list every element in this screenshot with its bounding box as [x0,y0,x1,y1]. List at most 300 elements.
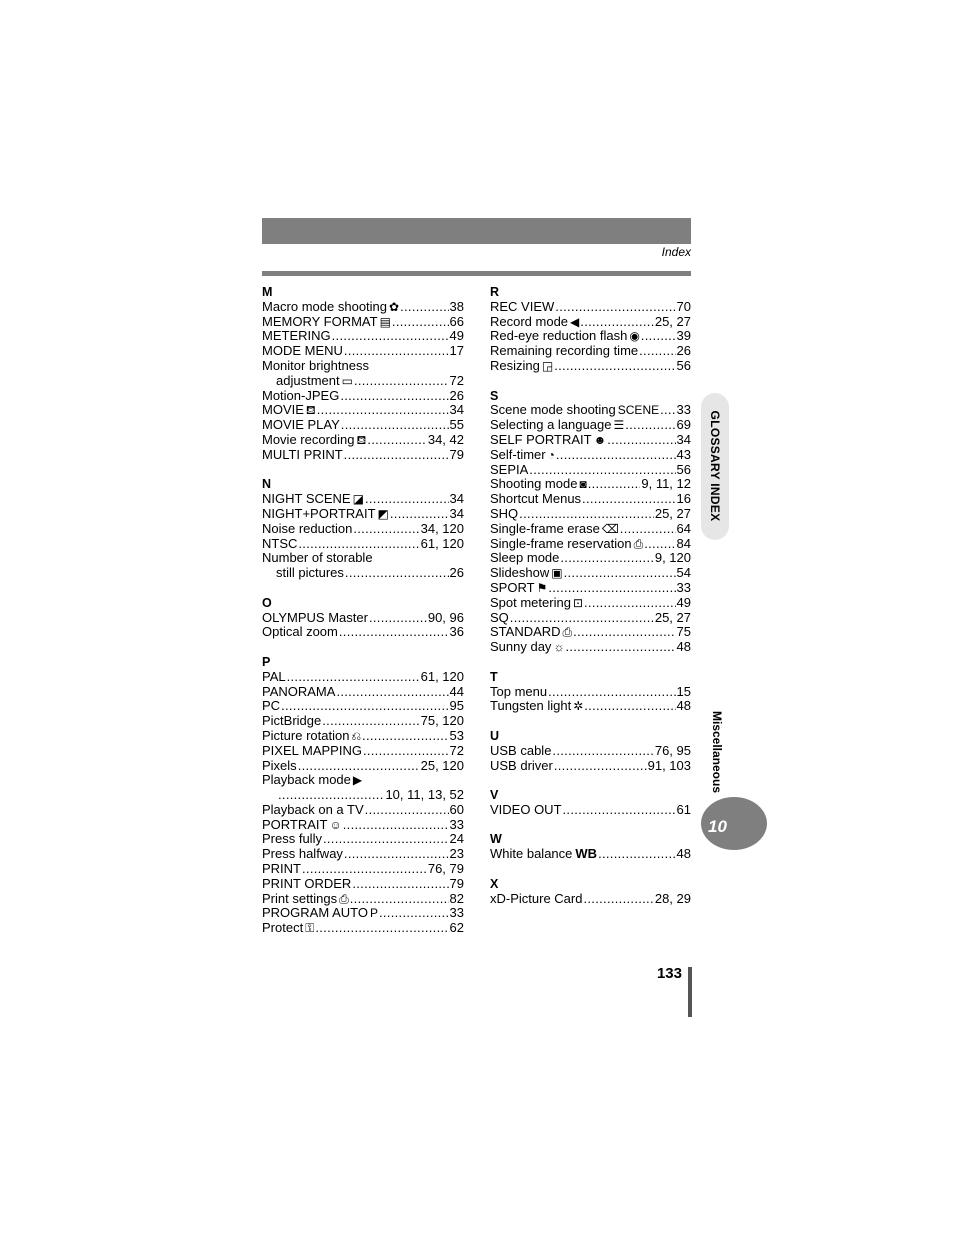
dot-leader [281,699,448,714]
section-letter: X [490,876,499,891]
entry-label: Playback mode [262,772,351,788]
entry-page: 64 [676,520,691,536]
index-entry [262,921,464,936]
entry-label: Picture rotation [262,727,350,743]
entry-page: 61, 120 [420,668,464,684]
entry-page: 38 [449,298,464,314]
entry-label: PIXEL MAPPING [262,742,362,758]
section-letter: V [490,788,499,803]
entry-page: 34 [449,491,464,507]
dot-leader [573,625,675,640]
section-letter: U [490,728,500,743]
entry-page: 75 [676,624,691,640]
index-entry [490,744,691,759]
entry-page: 26 [449,387,464,403]
print-icon: ⎙ [339,891,349,906]
dot-leader [529,463,675,478]
movie-recording-icon: ⛾ [356,432,367,447]
section-letter: O [262,595,272,610]
entry-page: 9, 120 [654,550,691,566]
dot-leader [341,418,449,433]
index-entry [262,418,464,433]
red-eye-icon: ◉ [629,329,640,344]
entry-label: PRINT [262,861,301,877]
page-number: 133 [656,965,682,982]
rotation-icon: ⎌ [351,728,362,743]
section-gap [262,581,464,596]
header-rule [262,271,691,276]
entry-label: Tungsten light [490,698,572,714]
entry-label: SHQ [490,505,519,521]
resize-icon: ◲ [541,358,554,373]
index-entry [262,832,464,847]
entry-label: xD-Picture Card [490,890,583,906]
movie-icon: ⛾ [305,403,316,418]
entry-page: 48 [676,846,691,862]
entry-page: 17 [449,343,464,359]
dot-leader [353,522,419,537]
index-entry [490,315,691,330]
entry-page: 54 [676,565,691,581]
index-entry [262,773,464,788]
record-mode-icon: ◀ [570,314,580,329]
macro-icon: ✿ [389,299,400,314]
entry-page: 25, 27 [654,313,691,329]
dot-leader [563,803,676,818]
entry-label: PRINT ORDER [262,875,352,891]
entry-label: PROGRAM AUTO [262,905,368,921]
index-entry [262,522,464,537]
playback-icon: ▶ [352,773,363,788]
entry-page: 24 [449,831,464,847]
portrait-icon: ☺ [329,817,342,832]
entry-page: 16 [676,491,691,507]
dot-leader [343,818,449,833]
section-gap [490,714,691,729]
section-gap [490,862,691,877]
program-auto-icon: P [369,906,378,921]
erase-icon: ⌫ [601,521,619,536]
entry-label: Top menu [490,683,548,699]
entry-page: 60 [449,801,464,817]
section-gap [490,374,691,389]
entry-page: 25, 27 [654,505,691,521]
entry-page: 95 [449,698,464,714]
night-portrait-icon: ◩ [377,506,389,521]
section-gap [262,463,464,478]
index-entry [262,403,464,418]
entry-label: Remaining recording time [490,343,639,359]
index-entry [490,537,691,552]
index-entry [490,685,691,700]
dot-leader [340,389,448,404]
dot-leader [565,640,675,655]
header-bar [262,218,691,244]
dot-leader [564,566,676,581]
entry-page: 9, 11, 12 [641,476,691,492]
dot-leader [607,433,675,448]
entry-label: Red-eye reduction flash [490,328,628,344]
index-entry [262,892,464,907]
dot-leader [598,847,675,862]
entry-label: MULTI PRINT [262,446,343,462]
entry-page: 84 [676,535,691,551]
dot-leader [552,744,653,759]
entry-page: 48 [676,639,691,655]
entry-page: 39 [676,328,691,344]
section-letter: P [262,654,271,669]
section-letter: W [490,832,502,847]
entry-label: Macro mode shooting [262,298,388,314]
index-entry [262,315,464,330]
entry-page: 15 [676,683,691,699]
entry-page: 61 [676,801,691,817]
spot-metering-icon: ⊡ [572,595,583,610]
entry-page: 34, 120 [420,520,464,536]
dot-leader [363,744,449,759]
entry-page: 34 [676,431,691,447]
dot-leader [369,611,427,626]
entry-page: 49 [676,594,691,610]
entry-label: MODE MENU [262,343,343,359]
dot-leader [584,596,676,611]
index-entry [262,847,464,862]
section-gap [490,655,691,670]
entry-label: Scene mode shooting [490,402,616,418]
camera-icon: ◙ [579,477,587,492]
dot-leader [298,759,420,774]
dot-leader [344,448,449,463]
dot-leader [620,522,676,537]
dot-leader [336,685,448,700]
entry-label: VIDEO OUT [490,801,562,817]
entry-page: 53 [449,727,464,743]
dot-leader [302,862,427,877]
index-entry [262,566,464,581]
index-entry [262,877,464,892]
entry-page: 91, 103 [647,757,691,773]
section-letter: S [490,388,499,403]
entry-page: 34 [449,402,464,418]
entry-page: 34 [449,505,464,521]
index-entry [262,788,464,803]
index-entry [262,389,464,404]
entry-label: Noise reduction [262,520,353,536]
index-entry [262,374,464,389]
entry-label: Single-frame reservation [490,535,632,551]
entry-label: Self-timer [490,446,546,462]
index-column-left [262,285,464,936]
index-entry [262,329,464,344]
entry-label: Pixels [262,757,297,773]
index-entry [490,403,691,418]
entry-label: Protect [262,920,304,936]
entry-label: Record mode [490,313,569,329]
entry-page: 43 [676,446,691,462]
dot-leader [345,566,449,581]
entry-label: NTSC [262,535,298,551]
entry-label: MOVIE PLAY [262,417,340,433]
index-entry [490,581,691,596]
entry-label: OLYMPUS Master [262,609,368,625]
print-reserve-icon: ⎙ [633,536,644,551]
section-letter: T [490,669,498,684]
index-entry [262,344,464,359]
entry-label: PC [262,698,281,714]
index-entry [490,566,691,581]
entry-page: 33 [676,579,691,595]
entry-label: USB driver [490,757,553,773]
index-entry [490,640,691,655]
dot-leader [660,403,675,418]
entry-page: 75, 120 [420,713,464,729]
entry-page: 34, 42 [427,431,464,447]
entry-label: Optical zoom [262,624,338,640]
index-entry [490,625,691,640]
dot-leader [317,403,449,418]
index-entry [262,448,464,463]
standard-print-icon: ⎙ [562,625,573,640]
section-gap [490,773,691,788]
dot-leader [554,759,647,774]
entry-page: 79 [449,446,464,462]
dot-leader [555,300,675,315]
entry-label: Press fully [262,831,322,847]
dot-leader [588,477,641,492]
slideshow-icon: ▣ [551,566,563,581]
entry-page: 33 [449,816,464,832]
dot-leader [379,906,449,921]
index-entry [490,463,691,478]
dot-leader [400,300,448,315]
entry-label: Spot metering [490,594,571,610]
index-entry [490,522,691,537]
entry-label: PictBridge [262,713,322,729]
entry-label: Number of storable [262,550,373,566]
entry-label: Sleep mode [490,550,560,566]
dot-leader [332,329,449,344]
index-entry [262,507,464,522]
protect-key-icon: ⚿ [305,921,315,936]
index-entry [262,625,464,640]
entry-page: 25, 120 [420,757,464,773]
index-entry [490,699,691,714]
monitor-brightness-icon: ▭ [341,373,353,388]
index-entry [262,818,464,833]
dot-leader [556,448,676,463]
dot-leader [367,433,427,448]
entry-label: Monitor brightness [262,357,369,373]
index-entry [490,507,691,522]
dot-leader [639,344,675,359]
section-label: Miscellaneous [710,710,724,794]
dot-leader [582,492,675,507]
entry-label: adjustment [276,372,340,388]
dot-leader [583,892,653,907]
running-head: Index [661,245,691,259]
dot-leader [554,359,675,374]
sunny-icon: ☼ [553,640,565,655]
entry-label: Press halfway [262,846,343,862]
entry-label: STANDARD [490,624,561,640]
dot-leader [519,507,654,522]
entry-label: SEPIA [490,461,529,477]
dot-leader [344,847,449,862]
entry-label: Motion-JPEG [262,387,340,403]
index-entry [490,847,691,862]
self-portrait-icon: ☻ [593,432,607,447]
entry-page: 33 [676,402,691,418]
sport-icon: ⚑ [536,580,548,595]
dot-leader [392,315,449,330]
tungsten-icon: ✲ [573,699,584,714]
dot-leader [584,699,675,714]
entry-label: Resizing [490,357,540,373]
dot-leader [315,921,448,936]
index-column-right [490,285,691,906]
dot-leader [510,611,654,626]
entry-page: 56 [676,357,691,373]
dot-leader [350,892,449,907]
entry-label: Shortcut Menus [490,491,582,507]
dot-leader [548,685,675,700]
index-entry [262,492,464,507]
dot-leader [339,625,449,640]
dot-leader [298,537,419,552]
entry-page: 82 [449,890,464,906]
index-entry [490,329,691,344]
dot-leader [641,329,676,344]
index-entry [490,892,691,907]
index-entry [262,699,464,714]
entry-page: 26 [676,343,691,359]
entry-label: MOVIE [262,402,304,418]
entry-label: Shooting mode [490,476,578,492]
index-entry [262,359,464,374]
index-entry [490,596,691,611]
entry-page: 72 [449,372,464,388]
dot-leader [344,344,449,359]
dot-leader [390,507,449,522]
dot-leader [323,832,449,847]
dot-leader [287,670,420,685]
dot-leader [278,788,384,803]
index-entry [490,448,691,463]
entry-label: SPORT [490,579,535,595]
dot-leader [548,581,675,596]
page-bar [688,967,692,1017]
dot-leader [625,418,675,433]
entry-page: 49 [449,328,464,344]
entry-page: 26 [449,565,464,581]
index-entry [490,418,691,433]
entry-page: 56 [676,461,691,477]
dot-leader [560,551,653,566]
entry-label: NIGHT SCENE [262,491,351,507]
dot-leader [354,374,449,389]
entry-label: White balance [490,846,573,862]
index-entry [262,862,464,877]
entry-label: Playback on a TV [262,801,364,817]
dot-leader [365,492,449,507]
entry-page: 69 [676,417,691,433]
index-entry [490,759,691,774]
entry-label: Selecting a language [490,417,612,433]
section-letter: M [262,285,273,299]
entry-page: 62 [449,920,464,936]
section-gap [262,640,464,655]
index-entry [262,670,464,685]
entry-page: 36 [449,624,464,640]
entry-page: 44 [449,683,464,699]
entry-label: USB cable [490,742,552,758]
index-entry [490,611,691,626]
entry-label: Sunny day [490,639,552,655]
entry-page: 23 [449,846,464,862]
index-entry [262,714,464,729]
section-gap [490,818,691,833]
entry-label: REC VIEW [490,298,555,314]
wb-icon: WB [575,846,598,862]
entry-page: 72 [449,742,464,758]
entry-label: PAL [262,668,286,684]
index-entry [262,685,464,700]
entry-page: 33 [449,905,464,921]
index-entry [490,492,691,507]
entry-page: 10, 11, 13, 52 [385,787,464,803]
index-entry [262,744,464,759]
entry-label: Print settings [262,890,338,906]
index-entry [490,803,691,818]
entry-label: SQ [490,609,509,625]
entry-label: METERING [262,328,331,344]
entry-page: 70 [676,298,691,314]
index-entry [262,300,464,315]
dot-leader [365,803,449,818]
entry-label: Single-frame erase [490,520,600,536]
index-entry [262,611,464,626]
entry-label: Movie recording [262,431,355,447]
entry-page: 76, 95 [654,742,691,758]
dot-leader [322,714,419,729]
side-tab-label: GLOSSARY INDEX [708,410,722,522]
entry-label: NIGHT+PORTRAIT [262,505,376,521]
dot-leader [362,729,448,744]
entry-label: SELF PORTRAIT [490,431,592,447]
index-entry [262,759,464,774]
index-entry [262,537,464,552]
entry-page: 79 [449,875,464,891]
entry-label: Slideshow [490,565,550,581]
entry-page: 90, 96 [427,609,464,625]
entry-label: still pictures [276,565,344,581]
index-entry [490,551,691,566]
entry-page: 28, 29 [654,890,691,906]
dot-leader [644,537,675,552]
dot-leader [352,877,448,892]
index-entry [262,551,464,566]
index-entry [490,477,691,492]
entry-page: 66 [449,313,464,329]
memory-format-icon: ▤ [379,314,391,329]
index-entry [490,300,691,315]
section-letter: R [490,285,500,299]
entry-label: MEMORY FORMAT [262,313,378,329]
entry-page: 48 [676,698,691,714]
language-icon: ☰ [613,418,625,433]
entry-page: 55 [449,417,464,433]
index-entry [490,344,691,359]
